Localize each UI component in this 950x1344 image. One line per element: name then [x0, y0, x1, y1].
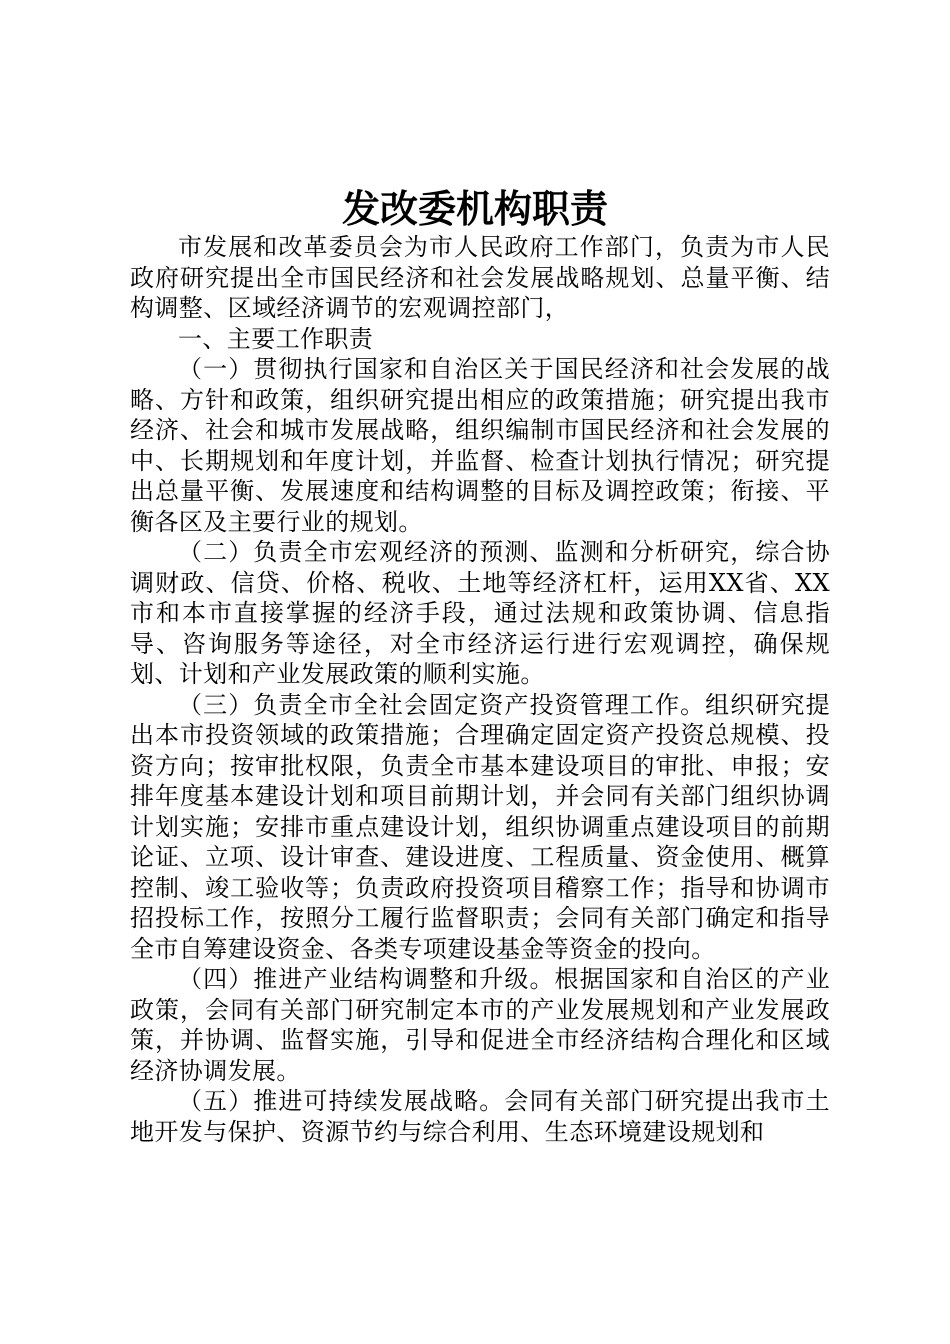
document-title: 发改委机构职责: [341, 186, 608, 231]
document-body: [130, 232, 830, 1147]
intro-paragraph: 市发展和改革委员会为市人民政府工作部门，负责为市人民政府研究提出全市国民经济和社会发展战略规划、总量平衡、结构调整、区域经济调节的宏观调控部门，: [130, 233, 830, 322]
section-heading: 一、主要工作职责: [178, 324, 374, 353]
duty-paragraph-3: （三）负责全市全社会固定资产投资管理工作。组织研究提出本市投资领域的政策措施；合理确定固定资产投资总规模、投资方向；按审批权限，负责全市基本建设项目的审批、申报；安排年度基本建设计划和项目前期计划，并会同有关部门组织协调计划实施；安排市重点建设计划，组织协调重点建设项目的前期论证、立项、设计审查、建设进度、工程质量、资金使用、概算控制、竣工验收等；负责政府投资项目稽察工作；指导和协调市招投标工作，按照分工履行监督职责；会同有关部门确定和指导全市自筹建设资金、各类专项建设基金等资金的投向。: [130, 690, 830, 963]
duty-paragraph-1: （一）贯彻执行国家和自治区关于国民经济和社会发展的战略、方针和政策，组织研究提出相应的政策措施；研究提出我市经济、社会和城市发展战略，组织编制市国民经济和社会发展的中、长期规划和年度计划，并监督、检查计划执行情况；研究提出总量平衡、发展速度和结构调整的目标及调控政策；衔接、平衡各区及主要行业的规划。: [130, 355, 830, 536]
duty-paragraph-2: （二）负责全市宏观经济的预测、监测和分析研究，综合协调财政、信贷、价格、税收、土地等经济杠杆，运用XX省、XX市和本市直接掌握的经济手段，通过法规和政策协调、信息指导、咨询服务等途径，对全市经济运行进行宏观调控，确保规划、计划和产业发展政策的顺利实施。: [130, 538, 830, 688]
duty-paragraph-5: （五）推进可持续发展战略。会同有关部门研究提出我市土地开发与保护、资源节约与综合利用、生态环境建设规划和: [130, 1087, 830, 1146]
duty-paragraph-4: （四）推进产业结构调整和升级。根据国家和自治区的产业政策，会同有关部门研究制定本市的产业发展规划和产业发展政策，并协调、监督实施，引导和促进全市经济结构合理化和区域经济协调发展。: [130, 965, 830, 1085]
